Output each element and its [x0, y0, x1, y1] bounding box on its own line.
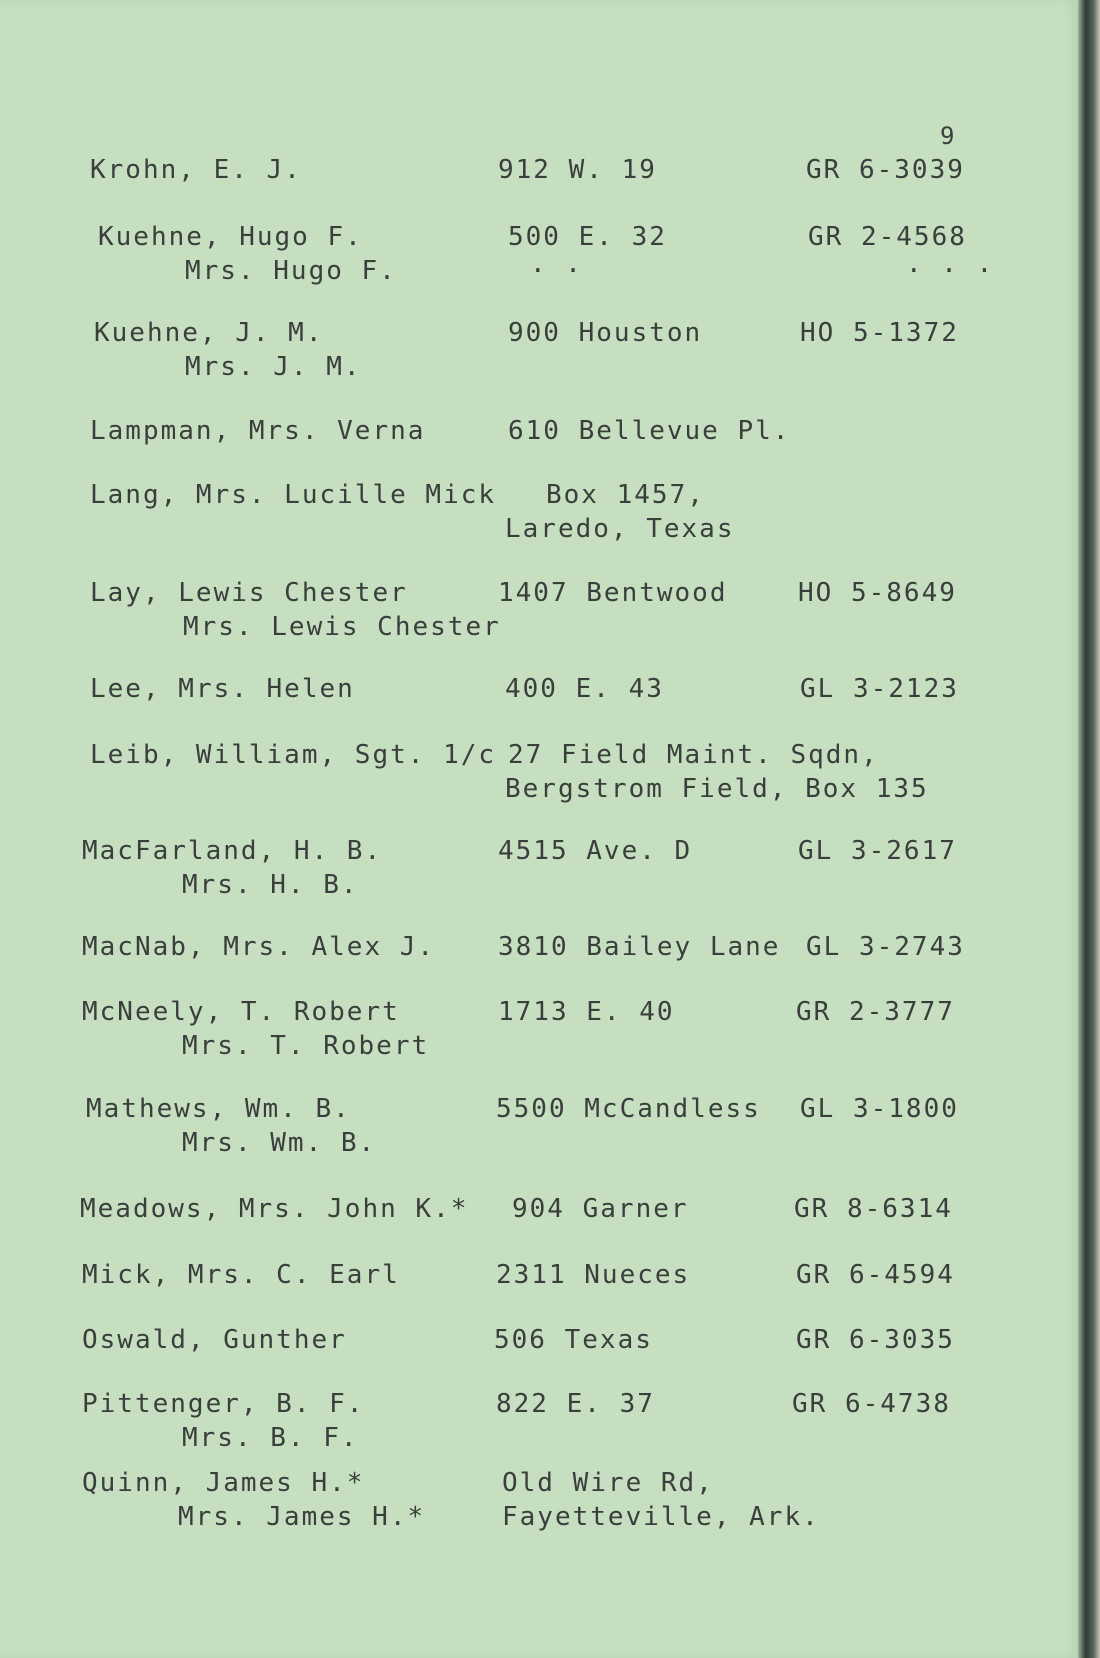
entry-line [0, 740, 1060, 774]
entry-name: Lampman, Mrs. Verna [90, 416, 426, 446]
page-number: 9 [940, 122, 956, 150]
entry-line [0, 1194, 1060, 1228]
entry-name-spouse: Mrs. Hugo F. [185, 256, 397, 286]
entry-name-spouse: Mrs. B. F. [182, 1423, 359, 1453]
entry-line [0, 1128, 1060, 1162]
entry-line [0, 222, 1060, 256]
entry-phone: GL 3-2617 [798, 836, 957, 866]
entry-address: 27 Field Maint. Sqdn, [508, 740, 879, 770]
entry-name: Meadows, Mrs. John K.* [80, 1194, 469, 1224]
entry-line [0, 674, 1060, 708]
directory-entry [0, 578, 1060, 642]
entry-name: Lay, Lewis Chester [90, 578, 408, 608]
entry-address: 506 Texas [494, 1325, 653, 1355]
entry-name: MacNab, Mrs. Alex J. [82, 932, 436, 962]
entry-phone: GR 2-3777 [796, 997, 955, 1027]
entry-line [0, 1325, 1060, 1359]
entry-line [0, 155, 1060, 189]
entry-name: McNeely, T. Robert [82, 997, 400, 1027]
entry-name-spouse: Mrs. H. B. [182, 870, 359, 900]
entry-line [0, 416, 1060, 450]
directory-entry [0, 480, 1060, 544]
entry-address: Box 1457, [546, 480, 705, 510]
entry-name-spouse: Mrs. T. Robert [182, 1031, 430, 1061]
entry-address-ditto: · · [530, 256, 583, 286]
entry-line [0, 514, 1060, 548]
directory-entry [0, 1325, 1060, 1355]
entry-address-line2: Laredo, Texas [505, 514, 735, 544]
book-spine-edge [1078, 0, 1100, 1658]
entry-phone: HO 5-8649 [798, 578, 957, 608]
entry-address: 4515 Ave. D [498, 836, 693, 866]
entry-line [0, 318, 1060, 352]
entry-name: Kuehne, Hugo F. [98, 222, 363, 252]
entry-phone: GR 8-6314 [794, 1194, 953, 1224]
entry-address: 2311 Nueces [496, 1260, 691, 1290]
entry-name-spouse: Mrs. Lewis Chester [183, 612, 501, 642]
entry-line [0, 997, 1060, 1031]
directory-entry [0, 1094, 1060, 1158]
entry-line [0, 870, 1060, 904]
directory-entry [0, 740, 1060, 804]
directory-entry [0, 1194, 1060, 1224]
entry-line [0, 1389, 1060, 1423]
directory-entry [0, 155, 1060, 185]
entry-name: Quinn, James H.* [82, 1468, 365, 1498]
entry-line [0, 774, 1060, 808]
entry-address: Old Wire Rd, [502, 1468, 714, 1498]
entry-line [0, 836, 1060, 870]
entry-name: MacFarland, H. B. [82, 836, 383, 866]
entry-line [0, 578, 1060, 612]
entry-name: Lee, Mrs. Helen [90, 674, 355, 704]
entry-phone: GL 3-2123 [800, 674, 959, 704]
entry-name: Mick, Mrs. C. Earl [82, 1260, 400, 1290]
entry-line [0, 1423, 1060, 1457]
entry-line [0, 612, 1060, 646]
entry-line [0, 1260, 1060, 1294]
directory-entry [0, 1389, 1060, 1453]
entry-phone: GR 6-4738 [792, 1389, 951, 1419]
entry-phone-ditto: · · · [906, 256, 995, 286]
entry-phone: GR 6-3035 [796, 1325, 955, 1355]
entry-address: 904 Garner [512, 1194, 689, 1224]
entry-name: Lang, Mrs. Lucille Mick [90, 480, 497, 510]
entry-name: Leib, William, Sgt. 1/c [90, 740, 497, 770]
entry-phone: GL 3-2743 [806, 932, 965, 962]
entry-phone: GL 3-1800 [800, 1094, 959, 1124]
entry-phone: GR 2-4568 [808, 222, 967, 252]
entry-line [0, 1031, 1060, 1065]
entry-name-spouse: Mrs. James H.* [178, 1502, 426, 1532]
entry-name: Oswald, Gunther [82, 1325, 347, 1355]
directory-entry [0, 222, 1060, 286]
entry-address: 3810 Bailey Lane [498, 932, 781, 962]
directory-entry [0, 416, 1060, 446]
directory-entry [0, 318, 1060, 382]
entry-line [0, 1094, 1060, 1128]
directory-entry [0, 1468, 1060, 1532]
directory-entry [0, 997, 1060, 1061]
entry-address: 1407 Bentwood [498, 578, 728, 608]
entry-phone: GR 6-4594 [796, 1260, 955, 1290]
entry-address: 5500 McCandless [496, 1094, 761, 1124]
entry-line [0, 352, 1060, 386]
entry-name: Pittenger, B. F. [82, 1389, 365, 1419]
entry-name: Mathews, Wm. B. [86, 1094, 351, 1124]
entry-address-line2: Bergstrom Field, Box 135 [505, 774, 929, 804]
entry-phone: HO 5-1372 [800, 318, 959, 348]
entry-line [0, 1502, 1060, 1536]
entry-name: Krohn, E. J. [90, 155, 302, 185]
entry-line [0, 256, 1060, 290]
entry-phone: GR 6-3039 [806, 155, 965, 185]
entry-address: 500 E. 32 [508, 222, 667, 252]
entry-address: 400 E. 43 [505, 674, 664, 704]
directory-entry [0, 836, 1060, 900]
entry-address: 1713 E. 40 [498, 997, 675, 1027]
entry-line [0, 1468, 1060, 1502]
entry-name: Kuehne, J. M. [94, 318, 324, 348]
entry-address: 912 W. 19 [498, 155, 657, 185]
entry-address: 900 Houston [508, 318, 703, 348]
entry-address: 822 E. 37 [496, 1389, 655, 1419]
entry-name-spouse: Mrs. J. M. [185, 352, 362, 382]
entry-line [0, 480, 1060, 514]
entry-address-line2: Fayetteville, Ark. [502, 1502, 820, 1532]
entry-address: 610 Bellevue Pl. [508, 416, 791, 446]
entry-line [0, 932, 1060, 966]
directory-entry [0, 1260, 1060, 1290]
directory-entry [0, 674, 1060, 704]
directory-entry [0, 932, 1060, 962]
entry-name-spouse: Mrs. Wm. B. [182, 1128, 377, 1158]
